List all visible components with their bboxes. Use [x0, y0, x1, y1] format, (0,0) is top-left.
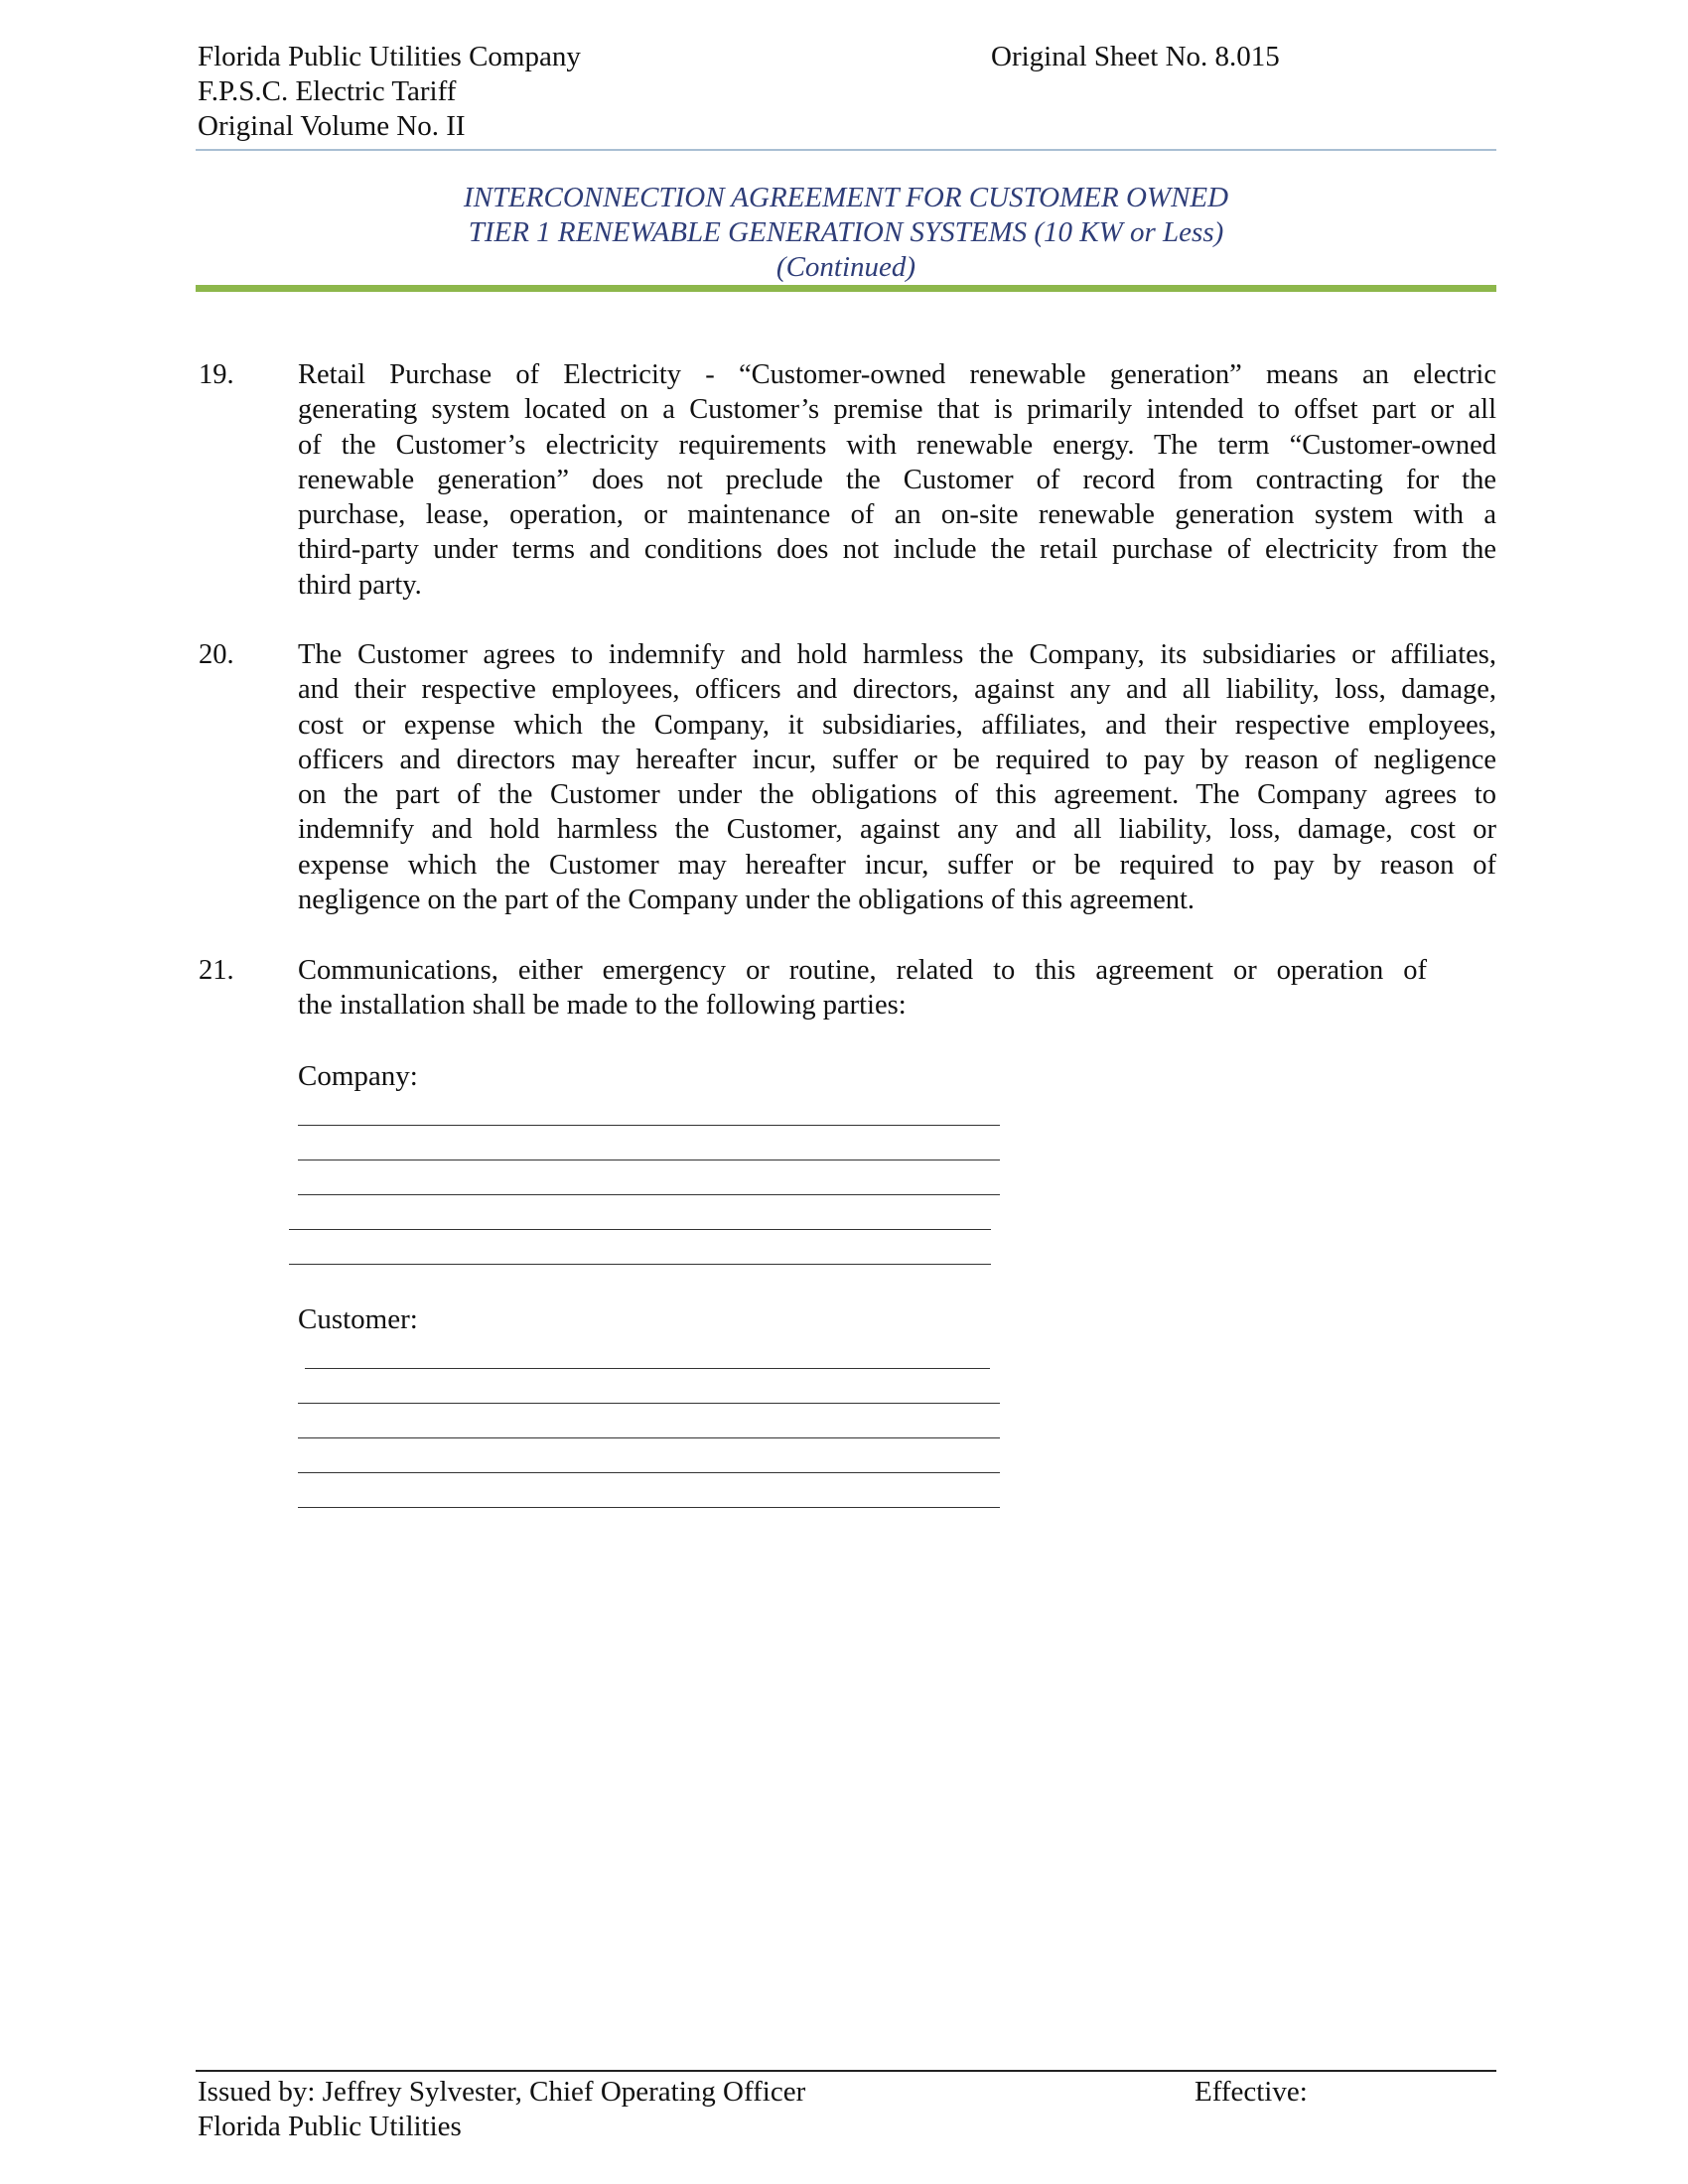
document-title	[196, 181, 1496, 285]
text-line: on the part of the Customer under the obligations of this agreement. The Company agrees to	[298, 779, 1496, 811]
header-company-name: Florida Public Utilities Company	[198, 41, 581, 72]
header-volume: Original Volume No. II	[198, 110, 466, 142]
title-line-1: INTERCONNECTION AGREEMENT FOR CUSTOMER OWNED	[463, 182, 1229, 213]
company-contact-line[interactable]	[289, 1264, 991, 1265]
company-contact-line[interactable]	[298, 1125, 1000, 1126]
text-line: the installation shall be made to the following parties:	[298, 990, 907, 1022]
section-number: 19.	[199, 359, 234, 390]
footer-issued-by: Issued by: Jeffrey Sylvester, Chief Operating Officer	[198, 2076, 806, 2108]
section-number: 21.	[199, 955, 234, 986]
title-divider	[196, 285, 1496, 292]
section-text	[298, 953, 1427, 1024]
customer-contact-label: Customer:	[298, 1303, 418, 1335]
text-line: Communications, either emergency or routine, related to this agreement or operation of	[298, 955, 1427, 986]
customer-contact-line[interactable]	[298, 1472, 1000, 1473]
text-line: third party.	[298, 569, 422, 601]
footer-issuer-block	[198, 2075, 805, 2144]
section-number: 20.	[199, 639, 234, 670]
text-line: cost or expense which the Company, it subsidiaries, affiliates, and their respective employees,	[298, 709, 1496, 741]
footer-divider	[196, 2070, 1496, 2072]
header-company-block	[198, 40, 581, 144]
footer-company: Florida Public Utilities	[198, 2111, 462, 2142]
text-line: renewable generation” does not preclude the Customer of record from contracting for the	[298, 464, 1496, 495]
customer-contact-line[interactable]	[298, 1507, 1000, 1508]
text-line: Retail Purchase of Electricity - “Customer-owned renewable generation” means an electric	[298, 359, 1496, 390]
title-line-2: TIER 1 RENEWABLE GENERATION SYSTEMS (10 KW or Less)	[468, 216, 1224, 248]
section-text	[298, 357, 1496, 603]
header-divider	[196, 149, 1496, 151]
header-sheet-number: Original Sheet No. 8.015	[991, 41, 1280, 72]
title-continued: (Continued)	[775, 251, 916, 283]
company-contact-label: Company:	[298, 1060, 418, 1092]
text-line: third-party under terms and conditions does not include the retail purchase of electricity from the	[298, 534, 1496, 566]
text-line: expense which the Customer may hereafter incur, suffer or be required to pay by reason of	[298, 849, 1496, 881]
text-line: of the Customer’s electricity requirements with renewable energy. The term “Customer-owned	[298, 429, 1496, 461]
customer-contact-line[interactable]	[305, 1368, 990, 1369]
text-line: purchase, lease, operation, or maintenance of an on-site renewable generation system with a	[298, 499, 1496, 531]
text-line: The Customer agrees to indemnify and hold harmless the Company, its subsidiaries or affiliates,	[298, 639, 1496, 670]
text-line: generating system located on a Customer’s premise that is primarily intended to offset part or all	[298, 394, 1496, 426]
company-contact-line[interactable]	[298, 1194, 1000, 1195]
text-line: indemnify and hold harmless the Customer, against any and all liability, loss, damage, cost or	[298, 814, 1496, 846]
customer-contact-line[interactable]	[298, 1437, 1000, 1438]
footer-effective: Effective:	[1195, 2076, 1308, 2108]
text-line: negligence on the part of the Company under the obligations of this agreement.	[298, 885, 1196, 916]
text-line: officers and directors may hereafter incur, suffer or be required to pay by reason of negligence	[298, 744, 1496, 775]
section-text	[298, 637, 1496, 917]
text-line: and their respective employees, officers and directors, against any and all liability, loss, damage,	[298, 674, 1496, 706]
customer-contact-line[interactable]	[298, 1403, 1000, 1404]
company-contact-line[interactable]	[289, 1229, 991, 1230]
header-tariff: F.P.S.C. Electric Tariff	[198, 75, 457, 107]
